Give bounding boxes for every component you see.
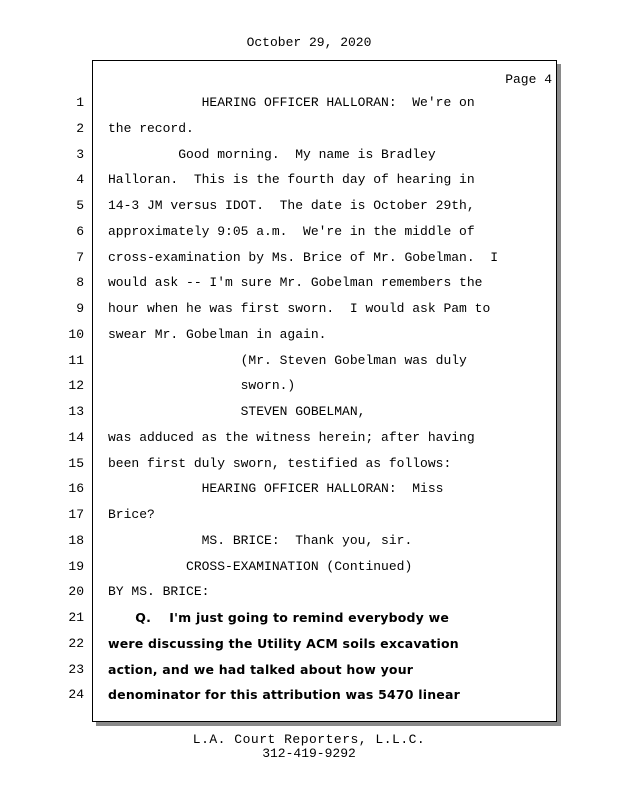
line-number: 17 (68, 507, 84, 522)
line-number: 9 (76, 301, 84, 316)
line-number: 6 (76, 223, 84, 239)
transcript-line (0, 636, 618, 662)
line-number: 8 (76, 275, 84, 291)
transcript-line (0, 430, 618, 456)
transcript-line (0, 198, 618, 224)
line-text: MS. BRICE: Thank you, sir. (108, 532, 413, 548)
line-number: 7 (76, 249, 84, 265)
line-number: 13 (68, 404, 84, 419)
transcript-line (0, 559, 618, 585)
transcript-date: October 29, 2020 (246, 35, 372, 50)
line-text: approximately 9:05 a.m. We're in the middle of (108, 223, 475, 239)
line-text: swear Mr. Gobelman in again. (108, 326, 327, 342)
line-number: 20 (68, 584, 84, 600)
line-number: 22 (68, 635, 84, 651)
line-number: 2 (76, 120, 84, 136)
line-number: 14 (68, 429, 84, 445)
transcript-line (0, 378, 618, 404)
line-text: CROSS-EXAMINATION (Continued) (108, 558, 413, 574)
transcript-line (0, 95, 618, 121)
line-number: 21 (68, 610, 84, 625)
line-number: 5 (76, 198, 84, 213)
line-text: BY MS. BRICE: (108, 584, 210, 600)
transcript-line (0, 687, 618, 713)
transcript-line (0, 404, 618, 430)
line-text: Q. I'm just going to remind everybody we (108, 610, 450, 625)
line-number: 4 (76, 172, 84, 188)
transcript-line (0, 584, 618, 610)
line-text: denominator for this attribution was 5470 linear (108, 687, 460, 703)
footer-phone: 312-419-9292 (262, 746, 356, 761)
transcript-line (0, 250, 618, 276)
line-text: cross-examination by Ms. Brice of Mr. Gobelman. I (108, 249, 499, 265)
line-text: HEARING OFFICER HALLORAN: Miss (108, 481, 444, 497)
transcript-line (0, 507, 618, 533)
line-number: 19 (68, 558, 84, 574)
transcript-line (0, 533, 618, 559)
transcript-line (0, 224, 618, 250)
line-text: Brice? (108, 507, 155, 522)
transcript-line (0, 353, 618, 379)
footer-company: L.A. Court Reporters, L.L.C. (192, 732, 426, 747)
line-text: Good morning. My name is Bradley (108, 146, 436, 162)
line-number: 23 (68, 661, 84, 677)
line-text: (Mr. Steven Gobelman was duly (108, 352, 467, 368)
line-number: 16 (68, 481, 84, 497)
line-text: was adduced as the witness herein; after having (108, 429, 475, 445)
transcript-line (0, 275, 618, 301)
line-number: 12 (68, 378, 84, 394)
transcript-line (0, 610, 618, 636)
line-text: would ask -- I'm sure Mr. Gobelman remembers the (108, 275, 483, 291)
line-text: hour when he was first sworn. I would ask Pam to (108, 301, 491, 316)
transcript-line (0, 327, 618, 353)
line-text: Halloran. This is the fourth day of hearing in (108, 172, 475, 188)
line-number: 18 (68, 532, 84, 548)
transcript-line (0, 147, 618, 173)
transcript-line (0, 456, 618, 482)
transcript-line (0, 662, 618, 688)
line-number: 3 (76, 146, 84, 162)
transcript-line (0, 301, 618, 327)
line-text: sworn.) (108, 378, 296, 394)
page-number: Page 4 (505, 72, 552, 87)
line-number: 1 (76, 95, 84, 110)
transcript-line (0, 172, 618, 198)
line-text: were discussing the Utility ACM soils excavation (108, 635, 459, 651)
line-number: 24 (68, 687, 84, 703)
line-text: STEVEN GOBELMAN, (108, 404, 366, 419)
line-text: the record. (108, 120, 194, 136)
line-number: 15 (68, 455, 84, 471)
line-text: HEARING OFFICER HALLORAN: We're on (108, 95, 475, 110)
line-text: action, and we had talked about how your (108, 661, 414, 677)
line-number: 11 (68, 352, 84, 368)
line-text: been first duly sworn, testified as follows: (108, 455, 452, 471)
transcript-line (0, 121, 618, 147)
line-number: 10 (68, 326, 84, 342)
line-text: 14-3 JM versus IDOT. The date is October 29th, (108, 198, 475, 213)
transcript-line (0, 481, 618, 507)
